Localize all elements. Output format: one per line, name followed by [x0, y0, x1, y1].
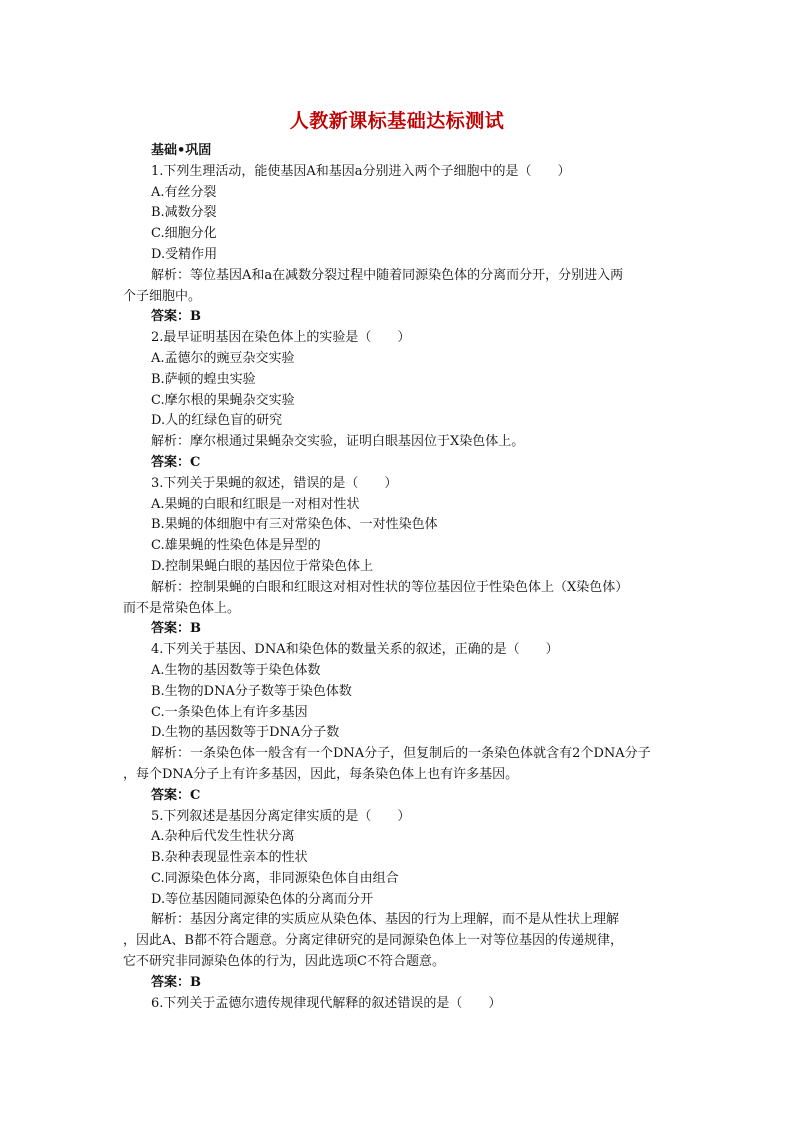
answer: 答案：B: [151, 309, 201, 325]
section-heading: 基础•巩固: [151, 143, 212, 158]
option: C.一条染色体上有许多基因: [151, 704, 308, 720]
option: C.摩尔根的果蝇杂交实验: [151, 392, 295, 408]
analysis: 解析：摩尔根通过果蝇杂交实验，证明白眼基因位于X染色体上。: [151, 434, 525, 450]
option: B.杂种表现显性亲本的性状: [151, 850, 308, 866]
option: B.果蝇的体细胞中有三对常染色体、一对性染色体: [151, 517, 438, 533]
question-stem: 2.最早证明基因在染色体上的实验是（ ）: [151, 330, 411, 346]
option: A.果蝇的白眼和红眼是一对相对性状: [151, 496, 360, 512]
analysis: 解析：基因分离定律的实质应从染色体、基因的行为上理解，而不是从性状上理解: [151, 912, 620, 928]
analysis: 解析：控制果蝇的白眼和红眼这对相对性状的等位基因位于性染色体上（X染色体）: [151, 579, 629, 595]
question-stem: 6.下列关于孟德尔遗传规律现代解释的叙述错误的是（ ）: [151, 995, 502, 1011]
analysis-continued: 而不是常染色体上。: [123, 600, 241, 616]
analysis: 解析：等位基因A和a在减数分裂过程中随着同源染色体的分离而分开，分别进入两: [151, 267, 624, 283]
answer: 答案：C: [151, 787, 201, 803]
option: D.生物的基因数等于DNA分子数: [151, 725, 340, 741]
question-stem: 1.下列生理活动，能使基因A和基因a分别进入两个子细胞中的是（ ）: [151, 163, 571, 179]
analysis-continued: 个子细胞中。: [123, 288, 202, 304]
answer: 答案：B: [151, 974, 201, 990]
option: B.萨顿的蝗虫实验: [151, 371, 256, 387]
analysis-continued: 它不研究非同源染色体的行为，因此选项C不符合题意。: [123, 954, 445, 970]
option: B.生物的DNA分子数等于染色体数: [151, 683, 352, 699]
answer: 答案：C: [151, 454, 201, 470]
answer: 答案：B: [151, 621, 201, 637]
option: D.受精作用: [151, 246, 218, 262]
option: C.细胞分化: [151, 226, 217, 242]
question-stem: 3.下列关于果蝇的叙述，错误的是（ ）: [151, 475, 398, 491]
analysis: 解析：一条染色体一般含有一个DNA分子，但复制后的一条染色体就含有2个DNA分子: [151, 746, 651, 762]
option: C.雄果蝇的性染色体是异型的: [151, 538, 321, 554]
document-content: [123, 141, 671, 1014]
option: A.杂种后代发生性状分离: [151, 829, 295, 845]
option: A.有丝分裂: [151, 184, 217, 200]
option: B.减数分裂: [151, 205, 217, 221]
question-stem: 4.下列关于基因、DNA和染色体的数量关系的叙述，正确的是（ ）: [151, 642, 559, 658]
option: D.等位基因随同源染色体的分离而分开: [151, 891, 374, 907]
option: D.人的红绿色盲的研究: [151, 413, 283, 429]
option: C.同源染色体分离，非同源染色体自由组合: [151, 870, 399, 886]
option: D.控制果蝇白眼的基因位于常染色体上: [151, 558, 374, 574]
question-stem: 5.下列叙述是基因分离定律实质的是（ ）: [151, 808, 411, 824]
option: A.孟德尔的豌豆杂交实验: [151, 350, 295, 366]
analysis-continued: ，每个DNA分子上有许多基因，因此，每条染色体上也有许多基因。: [123, 766, 519, 782]
analysis-continued: ，因此A、B都不符合题意。分离定律研究的是同源染色体上一对等位基因的传递规律，: [123, 933, 623, 949]
document-title: 人教新课标基础达标测试: [289, 110, 505, 132]
option: A.生物的基因数等于染色体数: [151, 662, 321, 678]
